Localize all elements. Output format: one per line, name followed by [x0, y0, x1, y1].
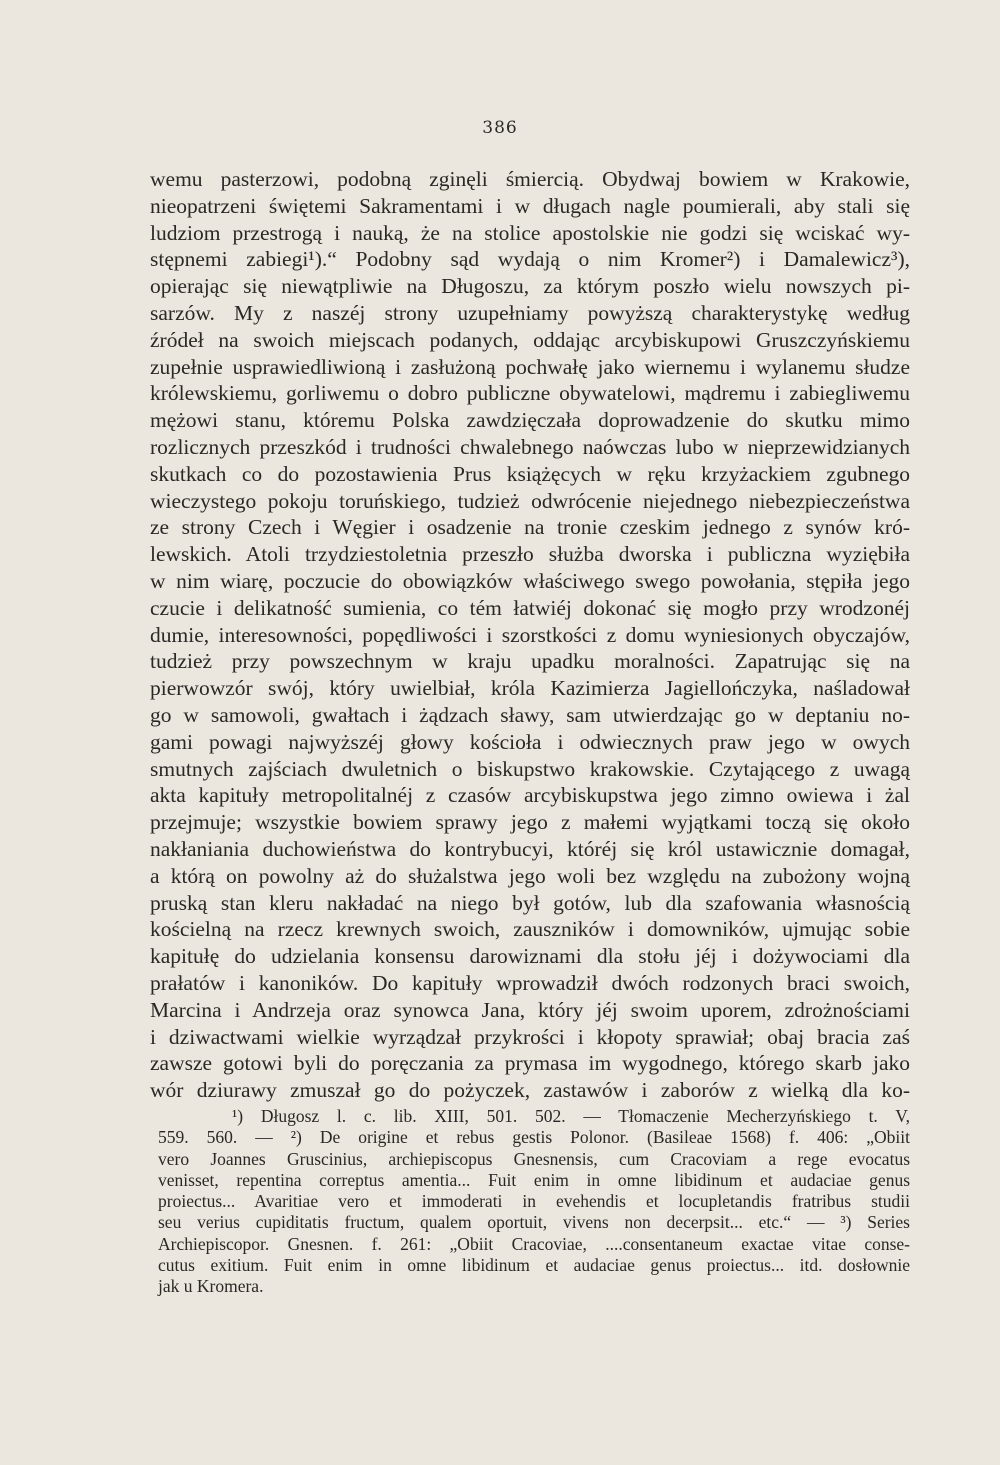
text-line: tudzież przy powszechnym w kraju upadku moralności. Zapatrując się na [150, 649, 910, 674]
footnote-line: seu verius cupiditatis fructum, qualem oportuit, vivens non decerpsit... etc.“ — ³) Series [158, 1212, 910, 1233]
text-line: pierwowzór swój, który uwielbiał, króla Kazimierza Jagiellończyka, naśladował [150, 676, 910, 701]
text-line: wemu pasterzowi, podobną zginęli śmiercią. Obydwaj bowiem w Krakowie, [150, 167, 910, 191]
text-line: mężowi stanu, któremu Polska zawdzięczała doprowadzenie do skutku mimo [150, 408, 910, 433]
footnote-line: ¹) Długosz l. c. lib. XIII, 501. 502. — Tłomaczenie Mecherzyńskiego t. V, [232, 1106, 910, 1126]
text-line: wór dziurawy zmuszał go do pożyczek, zastawów i zaborów z wielką dla ko- [150, 1078, 910, 1103]
footnote-line: 559. 560. — ²) De origine et rebus gestis Polonor. (Basileae 1568) f. 406: „Obiit [158, 1127, 910, 1148]
text-line: królewskiemu, gorliwemu o dobro publiczne obywatelowi, mądremu i zabiegliwemu [150, 381, 910, 406]
footnote-line: vero Joannes Gruscinius, archiepiscopus Gnesnensis, cum Cracoviam a rege evocatus [158, 1148, 910, 1169]
text-line: smutnych zajściach dwuletnich o biskupstwo krakowskie. Czytającego z uwagą [150, 756, 910, 781]
text-line: gami powagi najwyższéj głowy kościoła i odwiecznych praw jego w owych [150, 729, 910, 754]
text-line: w nim wiarę, poczucie do obowiązków właściwego swego powołania, stępiła jego [150, 568, 910, 593]
page-number: 386 [482, 118, 518, 138]
text-line: a którą on powolny aż do służalstwa jego woli bez względu na zubożony wojną [150, 863, 910, 888]
text-line: kościelną na rzecz krewnych swoich, zauszników i domowników, ujmując sobie [150, 917, 910, 942]
text-line: nieopatrzeni świętemi Sakramentami i w długach nagle poumierali, aby stali się [150, 193, 910, 218]
text-line: czucie i delikatność sumienia, co tém łatwiéj dokonać się mogło przy wrodzonéj [150, 595, 910, 620]
body-text [150, 166, 910, 1104]
text-line: i dziwactwami wielkie wyrządzał przykrości i kłopoty sprawiał; obaj bracia zaś [150, 1024, 910, 1049]
text-line: nakłaniania duchowieństwa do kontrybucyi, któréj się król ustawicznie domagał, [150, 836, 910, 861]
text-line: stępnemi zabiegi¹).“ Podobny sąd wydają o nim Kromer²) i Damalewicz³), [150, 247, 910, 272]
text-line: akta kapituły metropolitalnéj z czasów arcybiskupstwa jego zimno owiewa i żal [150, 783, 910, 808]
text-line: opierając się niewątpliwie na Długoszu, za którym poszło wielu nowszych pi- [150, 274, 910, 299]
text-line: źródeł na swoich miejscach podanych, oddając arcybiskupowi Gruszczyńskiemu [150, 327, 910, 352]
text-line: sarzów. My z naszéj strony uzupełniamy powyższą charakterystykę według [150, 300, 910, 325]
text-line: wieczystego pokoju toruńskiego, tudzież odwrócenie niejednego niebezpieczeństwa [150, 488, 910, 513]
text-line: ze strony Czech i Węgier i osadzenie na tronie czeskim jednego z synów kró- [150, 515, 910, 540]
text-line: zupełnie usprawiedliwioną i zasłużoną pochwałę jako wiernemu i wylanemu słudze [150, 354, 910, 379]
text-line: przejmuje; wszystkie bowiem sprawy jego z małemi wyjątkami toczą się około [150, 810, 910, 835]
text-line: kapitułę do udzielania konsensu darowiznami dla stołu jéj i dożywociami dla [150, 944, 910, 969]
footnotes [158, 1106, 910, 1298]
text-line: Marcina i Andrzeja oraz synowca Jana, który jéj swoim uporem, zdrożnościami [150, 997, 910, 1022]
text-line: go w samowoli, gwałtach i żądzach sławy, sam utwierdzając go w deptaniu no- [150, 702, 910, 727]
text-line: lewskich. Atoli trzydziestoletnia przeszło służba dworska i publiczna wyziębiła [150, 542, 910, 567]
text-line: prałatów i kanoników. Do kapituły wprowadził dwóch rodzonych braci swoich, [150, 970, 910, 995]
text-line: skutkach co do pozostawienia Prus książęcych w ręku krzyżackiem zgubnego [150, 461, 910, 486]
footnote-line: proiectus... Avaritiae vero et immoderati in evehendis et locupletandis fratribus studii [158, 1191, 910, 1212]
footnote-line: cutus exitium. Fuit enim in omne libidinum et audaciae genus proiectus... itd. dosłownie [158, 1255, 910, 1276]
footnote-line: venisset, repentina correptus amentia... Fuit enim in omne libidinum et audaciae genus [158, 1169, 910, 1190]
text-line: dumie, interesowności, popędliwości i szorstkości z domu wyniesionych obyczajów, [150, 622, 910, 647]
text-line: rozlicznych przeszkód i trudności chwalebnego naówczas lubo w nieprzewidzianych [150, 434, 910, 459]
footnote-line: jak u Kromera. [158, 1276, 264, 1297]
text-line: ludziom przestrogą i nauką, że na stolice apostolskie nie godzi się wciskać wy- [150, 220, 910, 245]
text-line: pruską stan kleru nakładać na niego był gotów, lub dla szafowania własnością [150, 890, 910, 915]
footnote-line: Archiepiscopor. Gnesnen. f. 261: „Obiit Cracoviae, ....consentaneum exactae vitae conse- [158, 1233, 910, 1254]
text-line: zawsze gotowi byli do poręczania za prymasa im wygodnego, którego skarb jako [150, 1051, 910, 1076]
